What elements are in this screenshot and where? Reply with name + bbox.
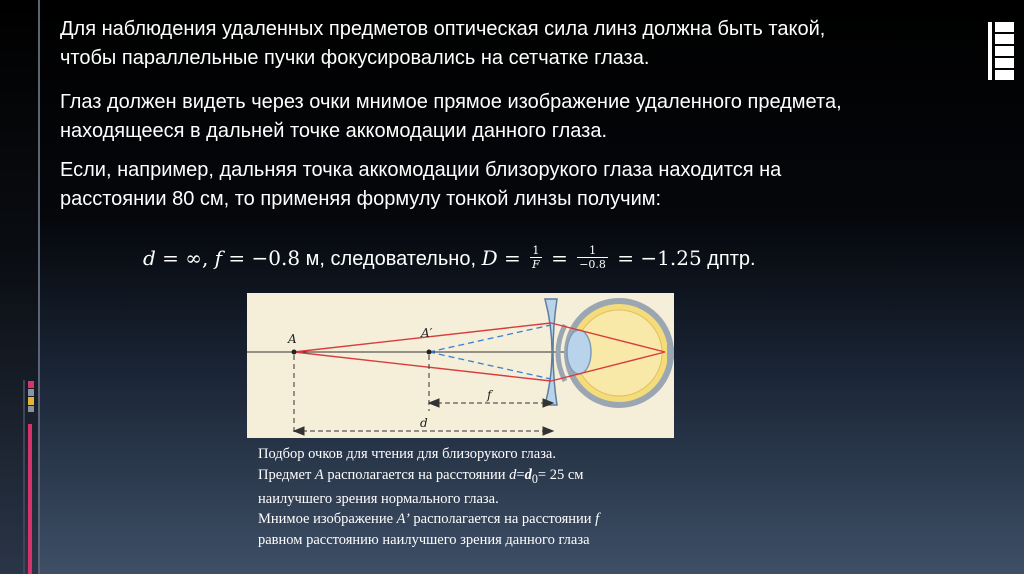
lens-formula bbox=[143, 246, 756, 286]
paragraph-2-line-2: находящееся в дальней точке аккомодации данного глаза. bbox=[60, 120, 608, 142]
caption-line-2-pre: Предмет bbox=[258, 466, 315, 483]
caption-line-2-A: A bbox=[314, 466, 324, 483]
label-f: f bbox=[487, 388, 492, 402]
label-A: A bbox=[288, 332, 297, 346]
caption-line-4-mid: располагается на расстоянии bbox=[409, 511, 596, 528]
formula-f-equals: = −0.8 bbox=[222, 246, 301, 270]
grid-decor-icon bbox=[988, 22, 1014, 80]
caption-line-2-d: d bbox=[509, 466, 517, 483]
decor-yellow-block bbox=[28, 397, 34, 405]
fraction-1-denominator: F bbox=[532, 258, 540, 271]
formula-fraction-2 bbox=[577, 244, 608, 271]
formula-equals-1: = bbox=[497, 246, 528, 270]
caption-line-2-post: = 25 см bbox=[537, 466, 584, 483]
caption-line-4-f: f bbox=[595, 511, 600, 528]
caption-line-4-pre: Мнимое изображение bbox=[258, 511, 397, 528]
left-decor-strip bbox=[0, 0, 38, 574]
decor-pink-bar bbox=[28, 424, 32, 574]
fraction-2-denominator: −0.8 bbox=[579, 258, 606, 271]
paragraph-2 bbox=[60, 88, 842, 146]
paragraph-1 bbox=[60, 15, 825, 73]
decor-pink-block bbox=[28, 381, 34, 388]
point-A-prime bbox=[427, 350, 432, 355]
caption-line-2 bbox=[258, 465, 738, 489]
point-A bbox=[292, 350, 297, 355]
paragraph-3-line-2: расстоянии 80 см, то применяя формулу тонкой линзы получим: bbox=[60, 188, 662, 210]
paragraph-2-line-1: Глаз должен видеть через очки мнимое прямое изображение удаленного предмета, bbox=[60, 91, 842, 113]
myopia-glasses-diagram bbox=[247, 293, 674, 438]
paragraph-3-line-1: Если, например, дальняя точка аккомодации близорукого глаза находится на bbox=[60, 159, 782, 181]
formula-result: = −1.25 bbox=[610, 246, 702, 270]
diagram-caption bbox=[258, 444, 738, 550]
caption-line-2-eq: = bbox=[516, 466, 525, 483]
formula-D-variable: D bbox=[481, 246, 498, 270]
caption-line-5: равном расстоянию наилучшего зрения данного глаза bbox=[258, 531, 590, 548]
formula-word: следовательно, bbox=[325, 248, 482, 270]
decor-gray-block-2 bbox=[28, 406, 34, 412]
fraction-1-numerator: 1 bbox=[530, 244, 542, 258]
caption-line-4-A: A’ bbox=[396, 511, 410, 528]
decor-divider bbox=[38, 0, 40, 574]
caption-line-1: Подбор очков для чтения для близорукого глаза. bbox=[258, 446, 556, 462]
formula-fraction-1 bbox=[530, 244, 542, 271]
formula-f-variable: f bbox=[214, 246, 223, 270]
formula-d-variable: d bbox=[143, 246, 156, 270]
label-d: d bbox=[420, 416, 428, 430]
decor-gray-block bbox=[28, 389, 34, 396]
caption-line-4 bbox=[258, 509, 738, 530]
caption-line-2-d0: d bbox=[524, 466, 532, 483]
fraction-2-numerator: 1 bbox=[577, 244, 608, 258]
caption-line-2-sub: 0 bbox=[531, 471, 538, 486]
formula-d-equals: = ∞, bbox=[155, 246, 215, 270]
paragraph-1-line-1: Для наблюдения удаленных предметов оптическая сила линз должна быть такой, bbox=[60, 18, 826, 40]
paragraph-1-line-2: чтобы параллельные пучки фокусировались на сетчатке глаза. bbox=[60, 47, 650, 69]
caption-line-3: наилучшего зрения нормального глаза. bbox=[258, 490, 499, 507]
formula-equals-2: = bbox=[544, 246, 575, 270]
formula-unit-dptr: дптр. bbox=[701, 248, 756, 270]
caption-line-2-mid: располагается на расстоянии bbox=[323, 466, 510, 483]
label-A-prime: A′ bbox=[421, 326, 433, 340]
paragraph-3 bbox=[60, 156, 781, 214]
decor-thin-line bbox=[23, 380, 25, 574]
formula-unit-m: м, bbox=[300, 248, 325, 270]
